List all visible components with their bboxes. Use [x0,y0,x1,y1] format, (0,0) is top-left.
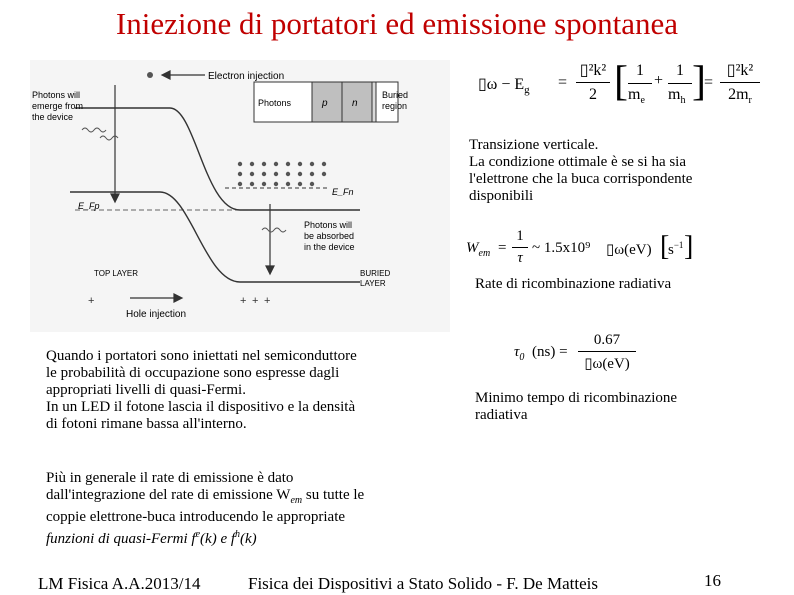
eq2-one: 1 [516,228,524,244]
photons-emerge-label-3: the device [32,112,74,122]
eq3-tau: τ [514,344,520,360]
footer-course: LM Fisica A.A.2013/14 [38,574,201,593]
rate-label: Rate di ricombinazione radiativa [475,276,672,292]
equation-emission-rate: $W_{em}$ = 1 τ ~ 1.5x10⁹ ▯ω(eV) [ $s^{-1}$ ] [466,228,694,266]
svg-text:+: + [240,295,247,307]
svg-text:+: + [264,295,271,307]
eq2-w: W [466,240,479,256]
pn-inset [254,82,408,122]
transition-line-2: La condizione ottimale è se si ha sia [469,154,687,170]
integration-text [46,470,466,548]
transition-text [469,137,789,205]
injection-line-5: di fotoni rimane bassa all'interno. [46,416,247,432]
eq2-exp: −1 [673,240,684,250]
svg-text:+: + [88,295,95,307]
eq1-den2: 2m [728,86,749,103]
transition-line-1: Transizione verticale. [469,137,599,153]
photons-absorbed-label-2: be absorbed [304,231,355,241]
buried-region-label-2: region [382,101,408,111]
eq1-mh-sub: h [680,95,686,107]
eq1-one-a: 1 [636,62,644,79]
eq2-w-sub: em [478,248,491,259]
equation-min-time [514,332,674,378]
svg-text:+: + [252,295,259,307]
buried-region-label-1: Buried [382,90,409,100]
injection-line-1: Quando i portatori sono iniettati nel semiconduttore [46,348,357,364]
eq2-rhs: ~ 1.5x10⁹ [532,240,591,256]
efp-label: E_Fp [78,201,100,211]
injection-line-2: le probabilità di occupazione sono espresse dagli [46,365,340,381]
electron-injection-label: Electron injection [208,71,285,82]
eq3-den: ▯ω(eV) [584,356,630,372]
slide-title: Iniezione di portatori ed emissione spontanea [115,6,679,41]
eq3-sub: 0 [519,352,525,363]
efn-label: E_Fn [332,187,354,197]
integration-line-1: Più in generale il rate di emissione è dato [46,470,294,486]
min-time-line-1: Minimo tempo di ricombinazione [475,390,678,406]
min-time-text [475,390,775,424]
integration-line-3: coppie elettrone-buca introducendo le appropriate [46,509,346,525]
eq2-unit: s [668,242,674,258]
eq1-num: ▯²k² [579,62,607,79]
buried-layer-label-2: LAYER [360,279,386,288]
band-diagram-figure [30,60,450,332]
photons-absorbed-label-3: in the device [304,242,355,252]
eq1-lhs: ▯ω − E [478,76,525,93]
eq1-lhs-sub: g [524,84,530,97]
eq2-paren: ▯ω(eV) [606,242,652,258]
page-number: 16 [704,571,721,590]
transition-line-4: disponibili [469,188,534,204]
integration-line-2: dall'integrazione del rate di emissione $W_{em}$ su tutte le [46,487,365,506]
eq1-equals: = [558,74,568,91]
eq1-mh: m [668,86,681,103]
eq1-den: 2 [589,86,597,103]
photons-emerge-label-2: emerge from [32,101,84,111]
eq1-me: m [628,86,641,103]
eq1-plus: + [654,72,664,89]
injection-line-4: In un LED il fotone lascia il dispositivo e la densità [46,399,356,415]
hole-injection-label: Hole injection [126,309,187,320]
footer-course-title: Fisica dei Dispositivi a Stato Solido - F. De Matteis [248,574,598,593]
eq3-ns: (ns) = [532,344,568,360]
n-label: n [352,98,358,109]
eq1-me-sub: e [640,95,645,107]
integration-line-4: funzioni di quasi-Fermi $f^e(k)$ e $f^h(k)$ [46,529,257,547]
top-layer-label: TOP LAYER [94,269,139,278]
eq3-num: 0.67 [593,332,621,348]
injection-text [46,348,466,433]
eq1-equals-2: = [704,74,714,91]
injection-line-3: appropriati livelli di quasi-Fermi. [46,382,246,398]
photons-emerge-label-1: Photons will [32,90,81,100]
eq1-den2-sub: r [748,95,752,107]
p-label: p [322,98,328,109]
equation-dispersion: ▯ω − $E_g$ = ▯²k² 2 [ 1 $m_e$ + 1 $m_h$ ] = ▯²k² $2m_r$ [478,60,778,110]
transition-line-3: l'elettrone che la buca corrispondente [469,171,693,187]
photons-box-label: Photons [258,98,292,108]
eq1-one-b: 1 [676,62,684,79]
photons-absorbed-label-1: Photons will [304,220,353,230]
min-time-line-2: radiativa [475,407,528,423]
eq2-tau: τ [517,250,523,266]
eq1-num2: ▯²k² [726,62,754,79]
buried-layer-label-1: BURIED [360,269,391,278]
